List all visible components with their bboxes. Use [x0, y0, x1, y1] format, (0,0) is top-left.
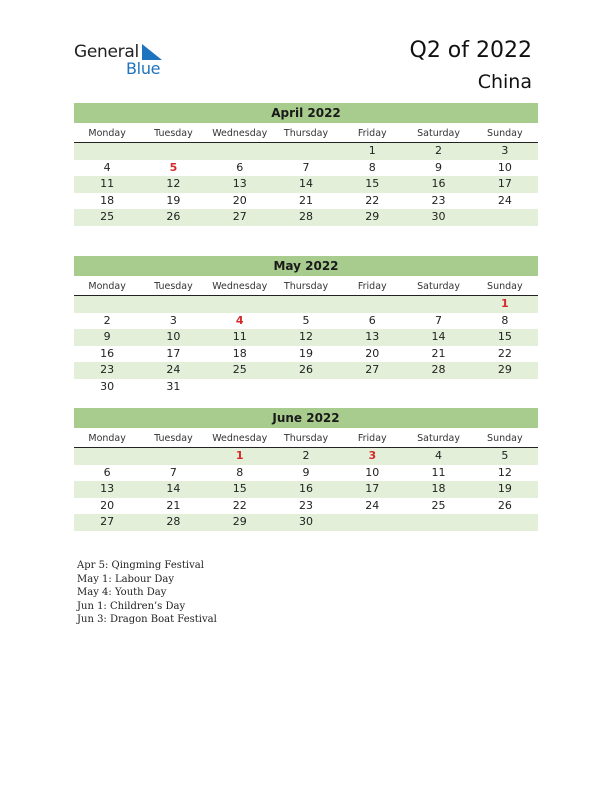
day-cell [405, 514, 471, 531]
country-name: China [477, 71, 532, 93]
week-row [74, 448, 538, 465]
day-cell: 17 [497, 177, 512, 190]
day-cell: 22 [497, 346, 512, 360]
weekday-header-row [74, 125, 538, 143]
day-cell [74, 448, 140, 465]
day-cell [339, 379, 405, 396]
weekday-label: Friday [357, 128, 387, 139]
day-cell: 24 [166, 363, 181, 376]
day-cell: 18 [100, 193, 115, 207]
week-row [74, 514, 538, 531]
day-cell: 5 [501, 449, 509, 462]
day-cell: 15 [497, 330, 512, 343]
day-cell: 2 [302, 449, 310, 462]
day-cell: 27 [232, 210, 247, 223]
weekday-label: Sunday [487, 128, 523, 139]
day-cell: 22 [232, 498, 247, 512]
day-cell: 15 [365, 177, 380, 190]
day-cell: 3 [501, 144, 509, 157]
day-cell: 1 [235, 449, 244, 462]
day-cell: 30 [431, 210, 446, 223]
weekday-label: Tuesday [154, 128, 193, 139]
week-row [74, 498, 538, 515]
weekday-label: Monday [88, 433, 126, 444]
day-cell: 19 [166, 193, 181, 207]
brand-logo [74, 42, 184, 82]
day-cell [74, 296, 140, 313]
day-cell: 20 [100, 498, 115, 512]
day-cell: 18 [431, 482, 446, 495]
day-cell: 16 [431, 177, 446, 190]
weekday-label: Friday [357, 281, 387, 292]
week-row [74, 313, 538, 330]
day-cell: 5 [169, 160, 178, 174]
day-cell: 23 [431, 193, 446, 207]
day-cell: 1 [368, 144, 376, 157]
weekday-label: Wednesday [212, 281, 268, 292]
day-cell: 14 [298, 177, 313, 190]
day-cell: 23 [100, 363, 115, 376]
day-cell: 26 [497, 498, 512, 512]
weekday-label: Saturday [417, 128, 460, 139]
day-cell [74, 143, 140, 160]
day-cell: 14 [166, 482, 181, 495]
day-cell: 9 [435, 160, 443, 174]
day-cell: 9 [103, 330, 111, 343]
weekday-label: Saturday [417, 433, 460, 444]
day-cell: 26 [166, 210, 181, 223]
day-cell: 11 [232, 330, 247, 343]
day-cell: 11 [100, 177, 115, 190]
day-cell [207, 379, 273, 396]
day-cell: 12 [298, 330, 313, 343]
day-cell: 24 [497, 193, 512, 207]
day-cell: 20 [232, 193, 247, 207]
month-calendar-june [74, 408, 538, 531]
day-cell [472, 514, 538, 531]
day-cell [140, 296, 206, 313]
day-cell: 3 [368, 449, 377, 462]
day-cell: 27 [100, 515, 115, 528]
day-cell: 10 [497, 160, 512, 174]
day-cell: 8 [236, 465, 244, 479]
day-cell [207, 143, 273, 160]
day-cell: 13 [232, 177, 247, 190]
day-cell: 4 [103, 160, 111, 174]
weekday-label: Thursday [283, 281, 329, 292]
day-cell: 10 [166, 330, 181, 343]
day-cell: 21 [431, 346, 446, 360]
month-header: May 2022 [74, 256, 538, 276]
day-cell: 4 [235, 313, 244, 327]
month-header: June 2022 [74, 408, 538, 428]
day-cell: 22 [365, 193, 380, 207]
weekday-label: Sunday [487, 281, 523, 292]
day-cell: 28 [431, 363, 446, 376]
week-row [74, 176, 538, 193]
weekday-label: Tuesday [154, 433, 193, 444]
brand-word-blue: Blue [126, 59, 161, 78]
day-cell: 17 [365, 482, 380, 495]
day-cell: 8 [501, 313, 509, 327]
week-row [74, 465, 538, 482]
month-calendar-may [74, 256, 538, 395]
holiday-note: Jun 3: Dragon Boat Festival [77, 614, 217, 625]
weekday-label: Thursday [283, 433, 329, 444]
week-row [74, 362, 538, 379]
weekday-header-row [74, 430, 538, 448]
week-row [74, 143, 538, 160]
day-cell [273, 143, 339, 160]
day-cell: 13 [100, 482, 115, 495]
day-cell: 2 [103, 313, 111, 327]
day-cell [207, 296, 273, 313]
week-row [74, 346, 538, 363]
day-cell: 28 [166, 515, 181, 528]
day-cell: 30 [298, 515, 313, 528]
holiday-note: May 4: Youth Day [77, 587, 167, 598]
day-cell: 28 [298, 210, 313, 223]
day-cell: 10 [365, 465, 380, 479]
day-cell: 3 [169, 313, 177, 327]
day-cell: 25 [232, 363, 247, 376]
week-row [74, 296, 538, 313]
day-cell: 29 [497, 363, 512, 376]
weekday-label: Monday [88, 281, 126, 292]
day-cell: 19 [497, 482, 512, 495]
day-cell [140, 143, 206, 160]
page-title: Q2 of 2022 [409, 38, 532, 63]
weekday-header-row [74, 278, 538, 296]
weekday-label: Saturday [417, 281, 460, 292]
week-row [74, 209, 538, 226]
week-row [74, 329, 538, 346]
weeks-grid [74, 296, 538, 395]
day-cell: 6 [368, 313, 376, 327]
day-cell [140, 448, 206, 465]
weekday-label: Wednesday [212, 128, 268, 139]
holiday-note: Jun 1: Children’s Day [77, 600, 186, 612]
day-cell: 13 [365, 330, 380, 343]
day-cell: 21 [298, 193, 313, 207]
day-cell: 27 [365, 363, 380, 376]
day-cell [405, 379, 471, 396]
brand-word-general: General [74, 42, 139, 62]
month-calendar-april [74, 103, 538, 226]
week-row [74, 160, 538, 177]
day-cell: 6 [236, 160, 244, 174]
day-cell: 2 [435, 144, 443, 157]
holiday-notes [77, 559, 217, 627]
weekday-label: Thursday [283, 128, 329, 139]
month-header: April 2022 [74, 103, 538, 123]
logo-triangle-icon [142, 44, 162, 60]
day-cell: 11 [431, 465, 446, 479]
day-cell: 29 [232, 515, 247, 528]
day-cell: 30 [100, 379, 115, 393]
day-cell: 7 [169, 465, 177, 479]
week-row [74, 379, 538, 396]
weekday-label: Tuesday [154, 281, 193, 292]
holiday-note: May 1: Labour Day [77, 573, 174, 585]
day-cell: 17 [166, 346, 181, 360]
day-cell: 14 [431, 330, 446, 343]
day-cell: 21 [166, 498, 181, 512]
day-cell [273, 379, 339, 396]
day-cell: 23 [298, 498, 313, 512]
day-cell: 29 [365, 210, 380, 223]
weekday-label: Wednesday [212, 433, 268, 444]
day-cell: 31 [166, 379, 181, 393]
holiday-note: Apr 5: Qingming Festival [77, 560, 204, 571]
day-cell: 5 [302, 313, 310, 327]
day-cell: 26 [298, 363, 313, 376]
day-cell: 12 [497, 465, 512, 479]
day-cell [472, 379, 538, 396]
weeks-grid [74, 448, 538, 531]
day-cell [273, 296, 339, 313]
day-cell [339, 514, 405, 531]
day-cell: 15 [232, 482, 247, 495]
day-cell: 19 [298, 346, 313, 360]
day-cell: 12 [166, 177, 181, 190]
day-cell: 4 [435, 449, 443, 462]
day-cell: 20 [365, 346, 380, 360]
day-cell: 1 [501, 297, 509, 310]
day-cell [339, 296, 405, 313]
day-cell: 9 [302, 465, 310, 479]
weeks-grid [74, 143, 538, 226]
day-cell: 16 [100, 346, 115, 360]
day-cell [405, 296, 471, 313]
weekday-label: Sunday [487, 433, 523, 444]
day-cell: 16 [298, 482, 313, 495]
weekday-label: Friday [357, 433, 387, 444]
day-cell: 7 [435, 313, 443, 327]
day-cell [472, 209, 538, 226]
week-row [74, 193, 538, 210]
day-cell: 24 [365, 498, 380, 512]
day-cell: 6 [103, 465, 111, 479]
day-cell: 25 [100, 210, 115, 223]
day-cell: 18 [232, 346, 247, 360]
day-cell: 7 [302, 160, 310, 174]
day-cell: 8 [368, 160, 376, 174]
day-cell: 25 [431, 498, 446, 512]
weekday-label: Monday [88, 128, 126, 139]
week-row [74, 481, 538, 498]
